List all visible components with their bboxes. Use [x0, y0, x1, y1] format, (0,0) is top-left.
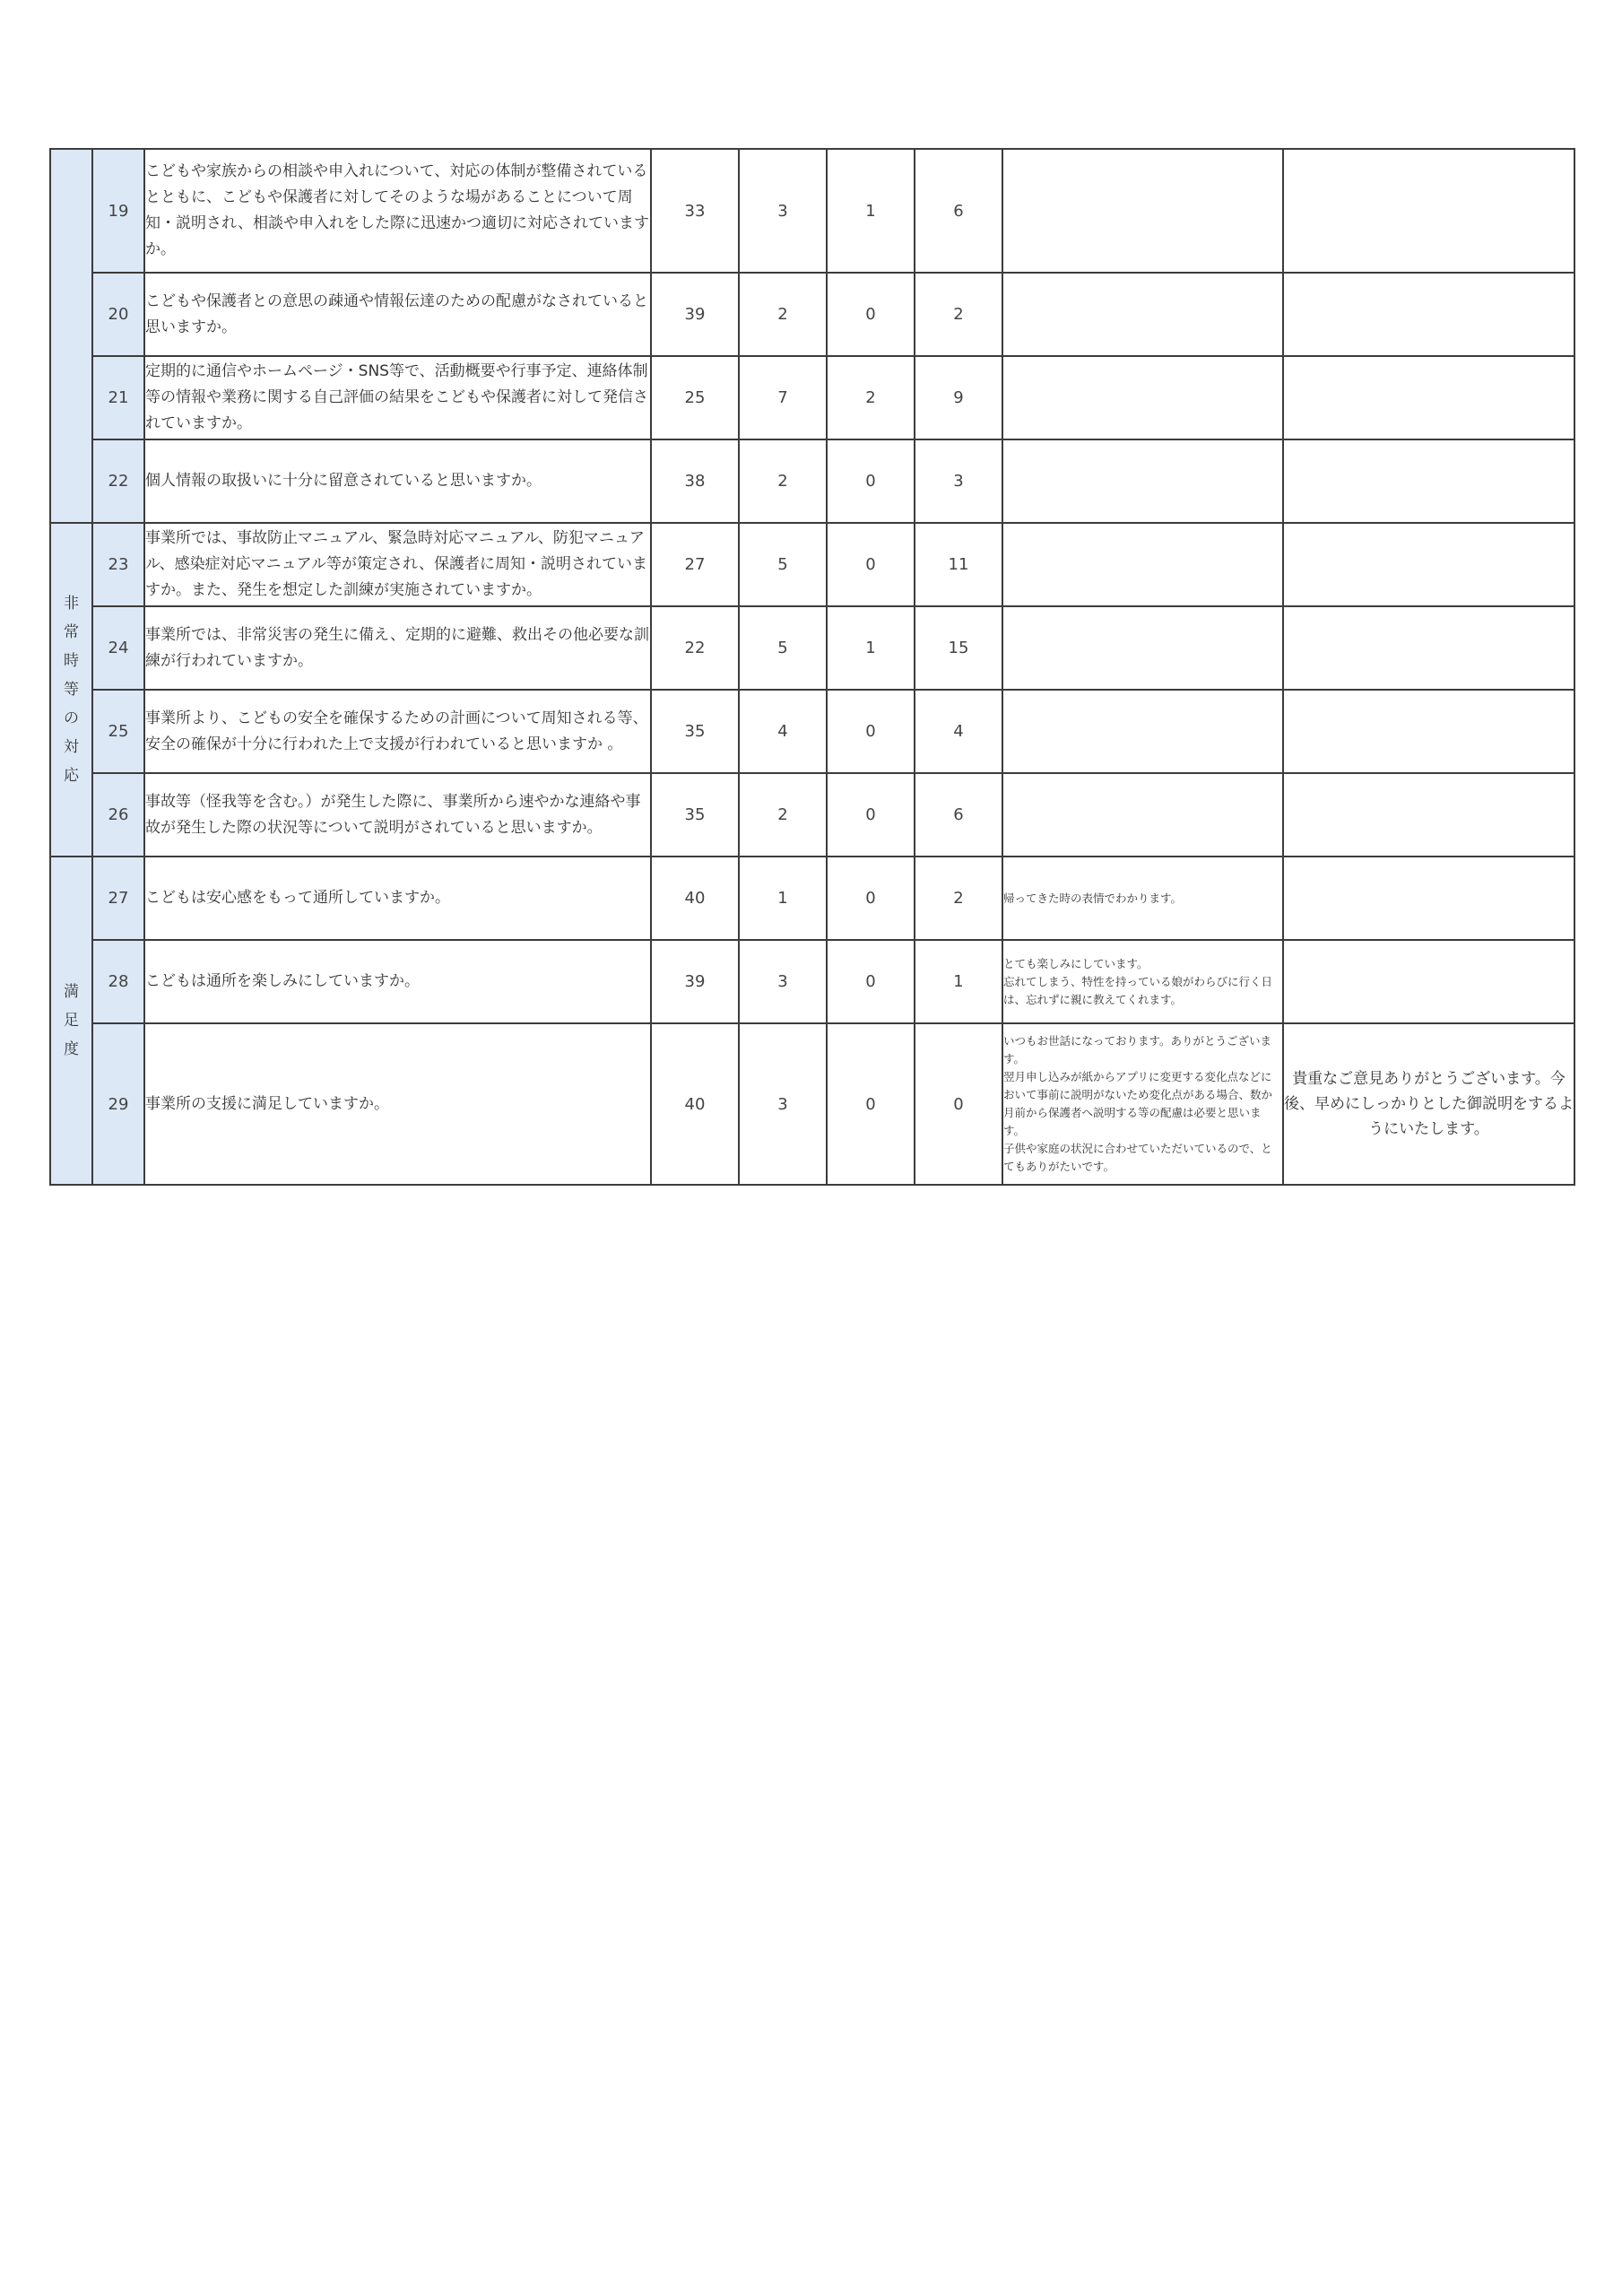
category-label: 満足度: [64, 983, 79, 1058]
facility-reply: [1283, 439, 1574, 523]
facility-reply: [1283, 606, 1574, 690]
guardian-comment: [1002, 523, 1283, 606]
guardian-comment: [1002, 356, 1283, 439]
facility-reply: [1283, 273, 1574, 356]
question-text: 事業所の支援に満足していますか。: [144, 1023, 651, 1185]
question-number: 23: [92, 523, 144, 606]
table-row: [50, 773, 1574, 857]
question-text: こどもや家族からの相談や申入れについて、対応の体制が整備されているとともに、こどもや保護者に対してそのような場があることについて周知・説明され、相談や申入れをした際に迅速かつ適切に対応されていますか。: [144, 149, 651, 273]
question-number: 27: [92, 857, 144, 940]
count-neither: 5: [739, 523, 827, 606]
table-row: [50, 1023, 1574, 1185]
count-unknown: 2: [915, 857, 1002, 940]
count-neither: 3: [739, 1023, 827, 1185]
count-no: 0: [827, 1023, 915, 1185]
question-text: こどもは安心感をもって通所していますか。: [144, 857, 651, 940]
table-row: [50, 149, 1574, 273]
count-yes: 33: [651, 149, 739, 273]
count-unknown: 9: [915, 356, 1002, 439]
question-text: 個人情報の取扱いに十分に留意されていると思いますか。: [144, 439, 651, 523]
count-no: 0: [827, 690, 915, 773]
guardian-comment: いつもお世話になっております。ありがとうございます。 翌月申し込みが紙からアプリに変更する変化点などにおいて事前に説明がないため変化点がある場合、数か月前から保護者へ説明する等の配慮は必要と思います。 子供や家庭の状況に合わせていただいているので、とてもありがたいです。: [1002, 1023, 1283, 1185]
facility-reply: [1283, 149, 1574, 273]
count-yes: 39: [651, 273, 739, 356]
table-row: [50, 356, 1574, 439]
question-number: 19: [92, 149, 144, 273]
count-yes: 22: [651, 606, 739, 690]
guardian-comment: [1002, 690, 1283, 773]
count-no: 0: [827, 273, 915, 356]
count-yes: 38: [651, 439, 739, 523]
count-no: 0: [827, 857, 915, 940]
count-unknown: 15: [915, 606, 1002, 690]
category-cell-blank: [50, 149, 92, 523]
facility-reply: [1283, 940, 1574, 1023]
guardian-comment: [1002, 773, 1283, 857]
question-number: 29: [92, 1023, 144, 1185]
count-unknown: 6: [915, 149, 1002, 273]
category-satisfaction: [50, 857, 92, 1185]
facility-reply: 貴重なご意見ありがとうございます。今後、早めにしっかりとした御説明をするようにいたします。: [1283, 1023, 1574, 1185]
facility-reply: [1283, 690, 1574, 773]
count-no: 0: [827, 523, 915, 606]
count-neither: 3: [739, 940, 827, 1023]
question-text: 事業所では、非常災害の発生に備え、定期的に避難、救出その他必要な訓練が行われていますか。: [144, 606, 651, 690]
count-unknown: 6: [915, 773, 1002, 857]
table-row: [50, 690, 1574, 773]
count-yes: 35: [651, 690, 739, 773]
question-number: 21: [92, 356, 144, 439]
count-neither: 3: [739, 149, 827, 273]
question-number: 24: [92, 606, 144, 690]
count-unknown: 3: [915, 439, 1002, 523]
guardian-comment: [1002, 149, 1283, 273]
guardian-comment: [1002, 606, 1283, 690]
count-unknown: 1: [915, 940, 1002, 1023]
facility-reply: [1283, 523, 1574, 606]
question-text: 事業所では、事故防止マニュアル、緊急時対応マニュアル、防犯マニュアル、感染症対応マニュアル等が策定され、保護者に周知・説明されていますか。また、発生を想定した訓練が実施されていますか。: [144, 523, 651, 606]
question-number: 26: [92, 773, 144, 857]
category-label: 非常時等の対応: [64, 595, 79, 785]
table-row: [50, 857, 1574, 940]
count-no: 1: [827, 149, 915, 273]
count-unknown: 4: [915, 690, 1002, 773]
count-neither: 2: [739, 273, 827, 356]
question-number: 22: [92, 439, 144, 523]
guardian-comment: 帰ってきた時の表情でわかります。: [1002, 857, 1283, 940]
question-text: 事故等（怪我等を含む。）が発生した際に、事業所から速やかな連絡や事故が発生した際の状況等について説明がされていると思いますか。: [144, 773, 651, 857]
question-text: こどもは通所を楽しみにしていますか。: [144, 940, 651, 1023]
facility-reply: [1283, 857, 1574, 940]
table-row: [50, 439, 1574, 523]
question-text: 事業所より、こどもの安全を確保するための計画について周知される等、安全の確保が十分に行われた上で支援が行われていると思いますか 。: [144, 690, 651, 773]
table-row: [50, 273, 1574, 356]
table-row: [50, 940, 1574, 1023]
category-emergency: [50, 523, 92, 857]
count-unknown: 0: [915, 1023, 1002, 1185]
count-yes: 27: [651, 523, 739, 606]
question-number: 28: [92, 940, 144, 1023]
count-neither: 7: [739, 356, 827, 439]
question-text: 定期的に通信やホームページ・SNS等で、活動概要や行事予定、連絡体制等の情報や業務に関する自己評価の結果をこどもや保護者に対して発信されていますか。: [144, 356, 651, 439]
question-number: 20: [92, 273, 144, 356]
count-neither: 2: [739, 439, 827, 523]
guardian-comment: とても楽しみにしています。 忘れてしまう、特性を持っている娘がわらびに行く日は、忘れずに親に教えてくれます。: [1002, 940, 1283, 1023]
count-no: 1: [827, 606, 915, 690]
table-row: [50, 606, 1574, 690]
count-no: 2: [827, 356, 915, 439]
table-row: [50, 523, 1574, 606]
count-yes: 40: [651, 857, 739, 940]
count-yes: 35: [651, 773, 739, 857]
count-neither: 2: [739, 773, 827, 857]
guardian-comment: [1002, 273, 1283, 356]
question-text: こどもや保護者との意思の疎通や情報伝達のための配慮がなされていると思いますか。: [144, 273, 651, 356]
facility-reply: [1283, 773, 1574, 857]
count-neither: 1: [739, 857, 827, 940]
count-neither: 5: [739, 606, 827, 690]
question-number: 25: [92, 690, 144, 773]
count-unknown: 2: [915, 273, 1002, 356]
count-yes: 39: [651, 940, 739, 1023]
guardian-comment: [1002, 439, 1283, 523]
count-yes: 25: [651, 356, 739, 439]
facility-reply: [1283, 356, 1574, 439]
count-unknown: 11: [915, 523, 1002, 606]
survey-results-table: [49, 148, 1575, 1186]
count-yes: 40: [651, 1023, 739, 1185]
count-no: 0: [827, 940, 915, 1023]
count-neither: 4: [739, 690, 827, 773]
count-no: 0: [827, 439, 915, 523]
count-no: 0: [827, 773, 915, 857]
